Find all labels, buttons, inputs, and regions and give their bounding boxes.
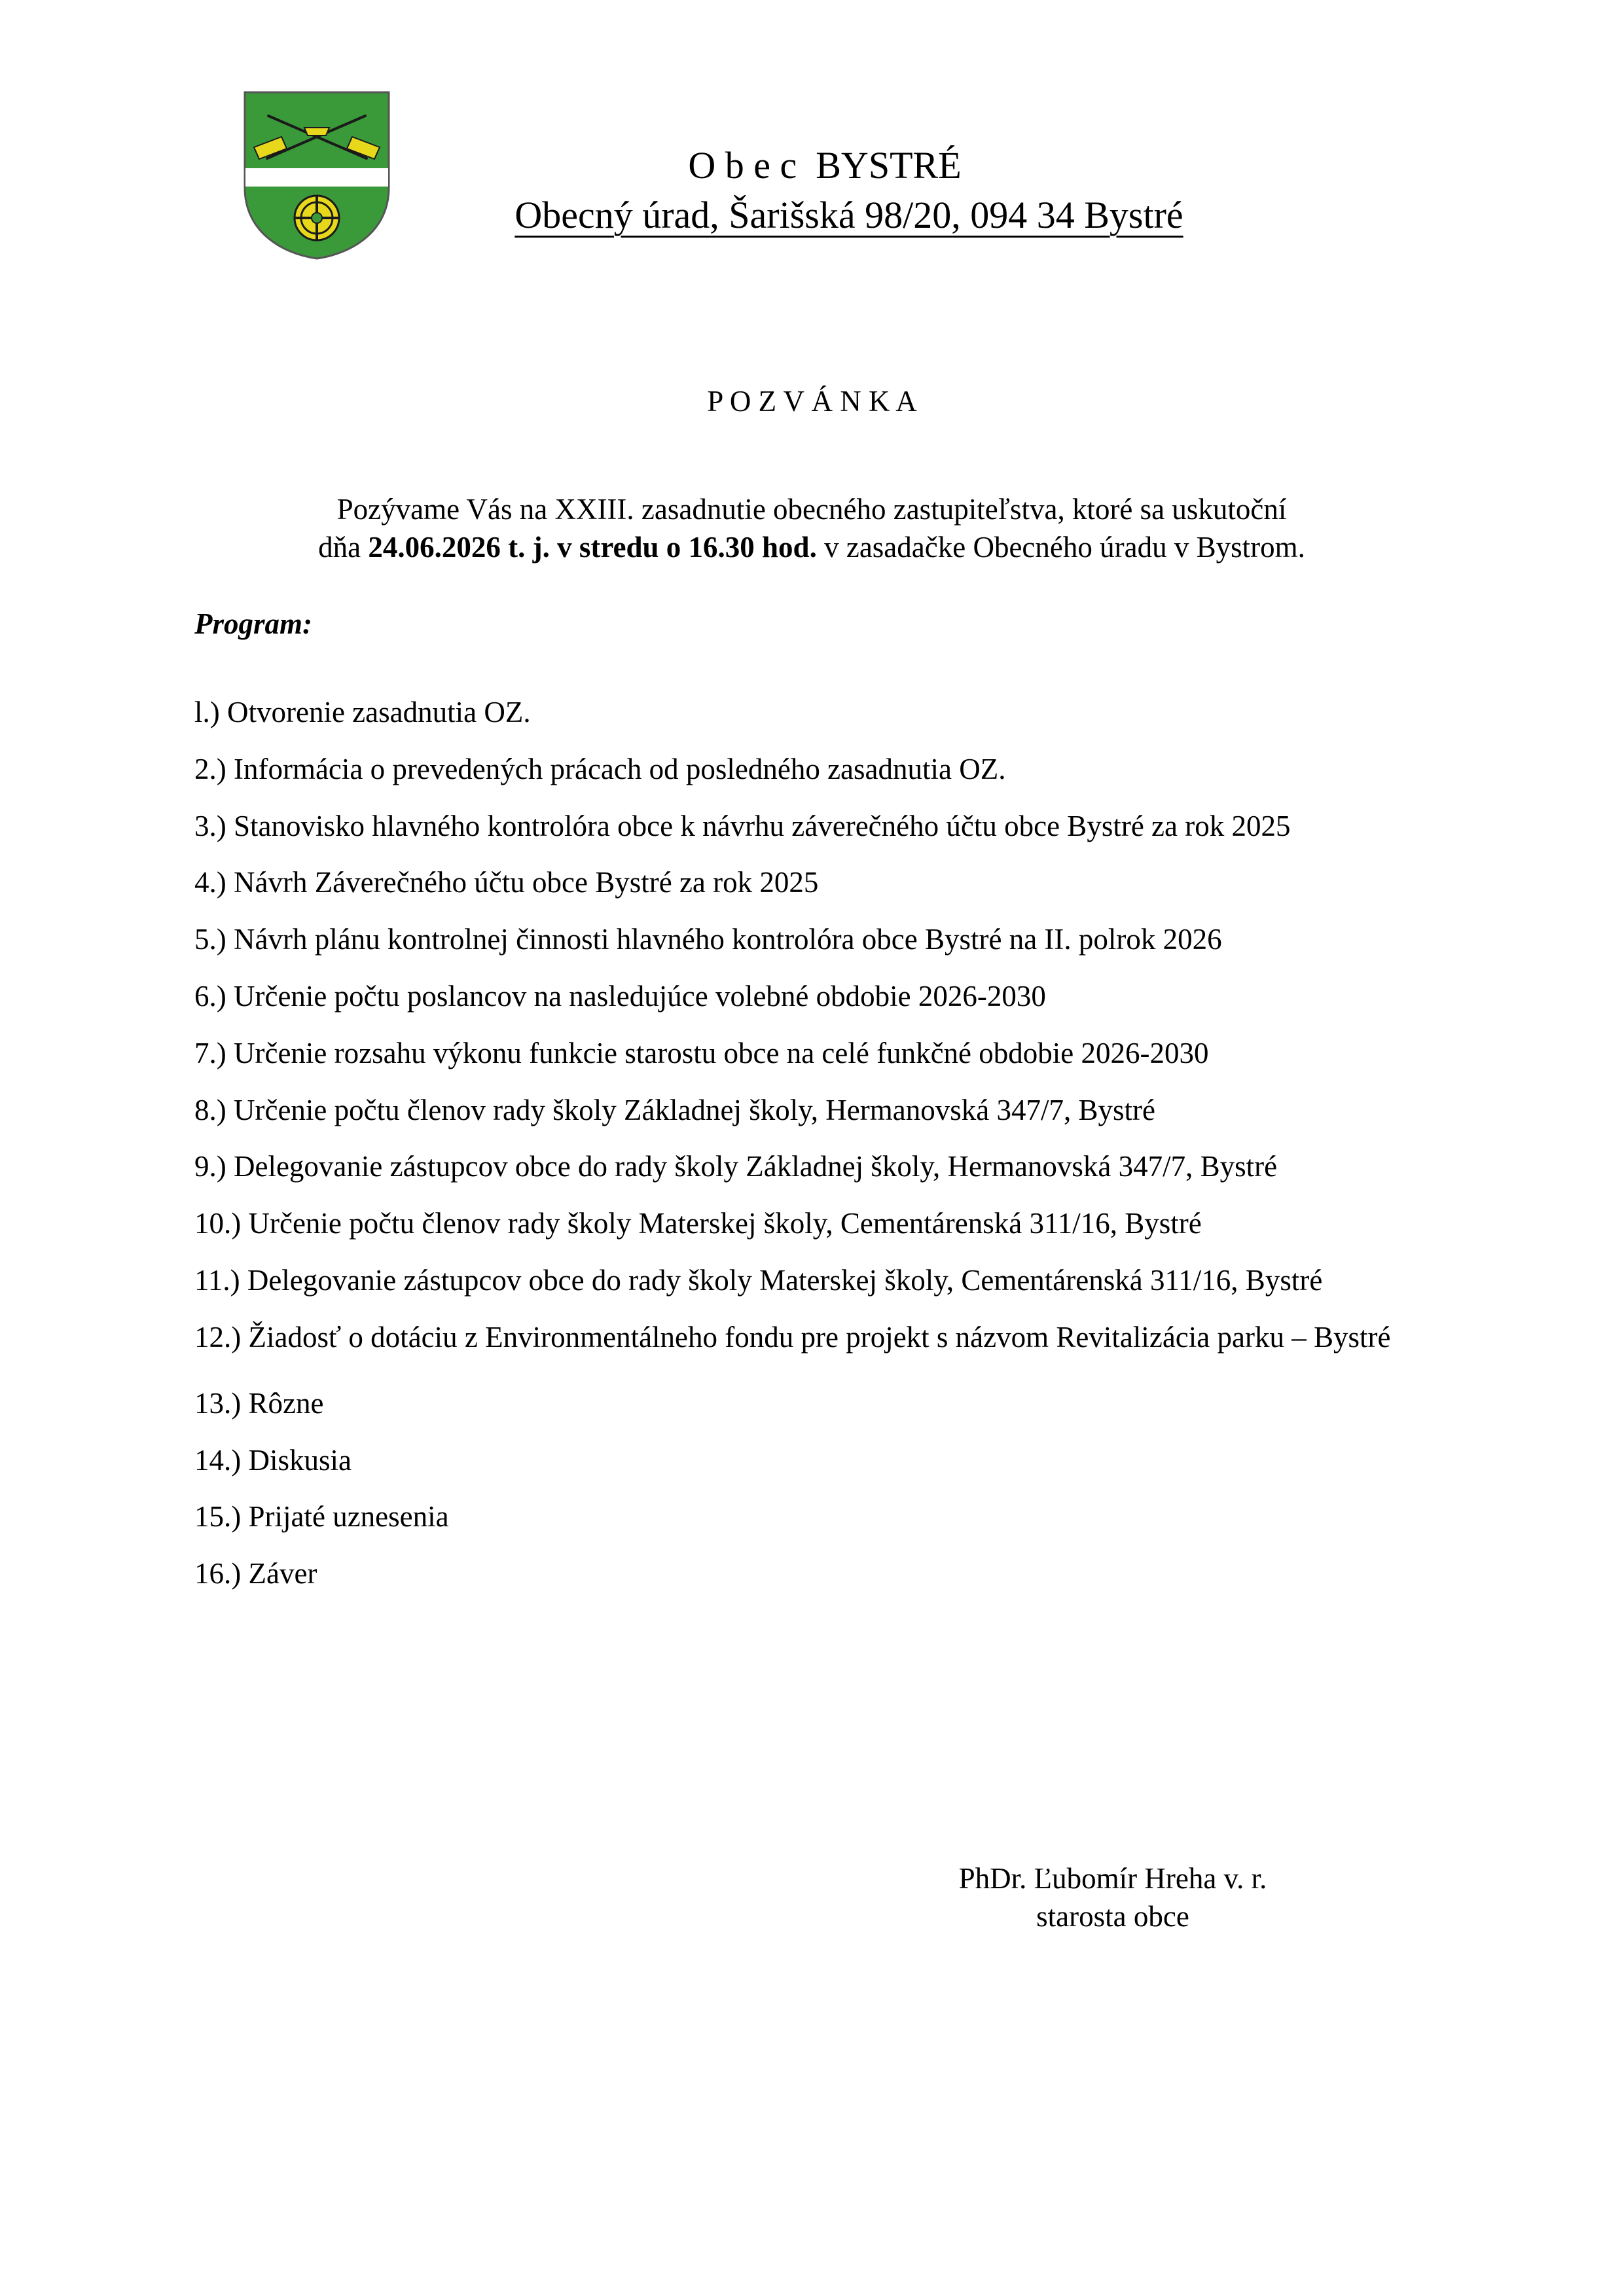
office-address: Obecný úrad, Šarišská 98/20, 094 34 Bystré [514, 194, 1183, 236]
municipality-name: O b e c BYSTRÉ [688, 144, 962, 187]
agenda-item: 5.) Návrh plánu kontrolnej činnosti hlavného kontrolóra obce Bystré na II. polrok 2026 [194, 923, 1222, 956]
document-title: P O Z V Á N K A [707, 385, 917, 418]
meeting-datetime: 24.06.2026 t. j. v stredu o 16.30 hod. [368, 531, 817, 564]
program-label: Program: [194, 607, 312, 640]
agenda-item: 14.) Diskusia [194, 1443, 352, 1477]
agenda-item: 15.) Prijaté uznesenia [194, 1500, 449, 1534]
agenda-item: 16.) Záver [194, 1557, 317, 1590]
intro-line-2 [196, 529, 1427, 565]
agenda-item: 6.) Určenie počtu poslancov na nasledujúce volebné obdobie 2026-2030 [194, 979, 1046, 1013]
signatory-role: starosta obce [1036, 1900, 1189, 1933]
agenda-item: 3.) Stanovisko hlavného kontrolóra obce k návrhu záverečného účtu obce Bystré za rok 2025 [194, 809, 1291, 842]
intro-date-prefix: dňa [318, 531, 369, 564]
intro-location: v zasadačke Obecného úradu v Bystrom. [816, 531, 1305, 564]
signatory-name: PhDr. Ľubomír Hreha v. r. [958, 1862, 1267, 1895]
coat-of-arms-icon [242, 90, 391, 261]
agenda-item: 11.) Delegovanie zástupcov obce do rady školy Materskej školy, Cementárenská 311/16, Bystré [194, 1263, 1323, 1297]
agenda-item: 9.) Delegovanie zástupcov obce do rady školy Základnej školy, Hermanovská 347/7, Bystré [194, 1150, 1278, 1183]
agenda-item: 12.) Žiadosť o dotáciu z Environmentálneho fondu pre projekt s názvom Revitalizácia parku – Bystré [194, 1320, 1391, 1354]
agenda-item: l.) Otvorenie zasadnutia OZ. [194, 696, 531, 728]
intro-line-1: Pozývame Vás na XXIII. zasadnutie obecného zastupiteľstva, ktoré sa uskutoční [336, 493, 1287, 526]
agenda-item: 10.) Určenie počtu členov rady školy Materskej školy, Cementárenská 311/16, Bystré [194, 1207, 1202, 1240]
agenda-item: 2.) Informácia o prevedených prácach od posledného zasadnutia OZ. [194, 752, 1006, 785]
agenda-item: 8.) Určenie počtu členov rady školy Základnej školy, Hermanovská 347/7, Bystré [194, 1093, 1155, 1126]
agenda-item: 4.) Návrh Záverečného účtu obce Bystré za rok 2025 [194, 866, 819, 899]
agenda-item: 13.) Rôzne [194, 1386, 324, 1420]
agenda-list [194, 694, 1477, 1612]
agenda-item: 7.) Určenie rozsahu výkonu funkcie starostu obce na celé funkčné obdobie 2026-2030 [194, 1036, 1209, 1069]
